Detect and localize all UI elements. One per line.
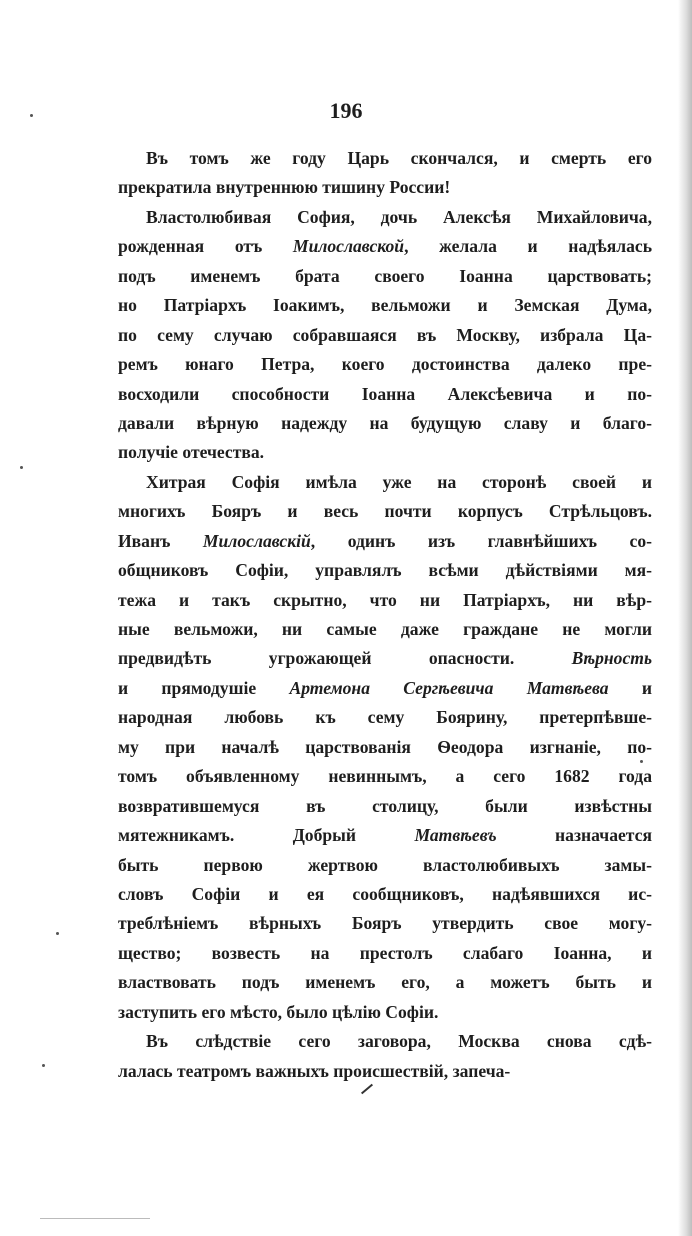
text-line: тежа и такъ скрытно, что ни Патріархъ, ни вѣр-: [118, 589, 652, 610]
text-line: лалась театромъ важныхъ происшествій, запеча-: [118, 1060, 511, 1081]
text-line: подъ именемъ брата своего Іоанна царствовать;: [118, 265, 652, 286]
text-line: но Патріархъ Іоакимъ, вельможи и Земская Дума,: [118, 295, 652, 316]
text-line: щество; возвесть на престолъ слабаго Іоанна, и: [118, 942, 652, 963]
ink-speck: [640, 760, 643, 763]
text-line: властвовать подъ именемъ его, а можетъ быть и: [118, 972, 652, 993]
text-line: Въ томъ же году Царь скончался, и смерть его: [146, 148, 652, 168]
text-line: Иванъ Милославскій, одинъ изъ главнѣйшихъ со-: [118, 530, 652, 551]
text-line: ные вельможи, ни самые даже граждане не могли: [118, 619, 652, 639]
text-line: ремъ юнаго Петра, коего достоинства далеко пре-: [118, 354, 652, 375]
ink-speck: [30, 114, 33, 117]
paragraph: [118, 144, 652, 203]
text-line: Въ слѣдствіе сего заговора, Москва снова сдѣ-: [146, 1031, 652, 1052]
page-bottom-rule: [40, 1218, 150, 1219]
text-line: общниковъ Софіи, управлялъ всѣми дѣйствіями мя-: [118, 560, 652, 581]
text-line: давали вѣрную надежду на будущую славу и благо-: [118, 412, 652, 433]
text-line: и прямодушіе Артемона Сергѣевича Матвѣева и: [118, 677, 652, 698]
text-line: восходили способности Іоанна Алексѣевича и по-: [118, 383, 652, 404]
text-line: многихъ Бояръ и весь почти корпусъ Стрѣльцовъ.: [118, 501, 652, 522]
text-line: Властолюбивая София, дочь Алексѣя Михайловича,: [146, 206, 652, 227]
text-line: прекратила внутреннюю тишину России!: [118, 177, 451, 198]
text-line: предвидѣть угрожающей опасности. Вѣрность: [118, 648, 652, 669]
text-line: треблѣніемъ вѣрныхъ Бояръ утвердить свое могу-: [118, 913, 652, 934]
paragraph: [118, 1027, 652, 1086]
page-number: 196: [329, 98, 363, 123]
ink-speck: [56, 932, 59, 935]
text-line: народная любовь къ сему Боярину, претерпѣвше-: [118, 707, 652, 728]
text-line: словъ Софіи и ея сообщниковъ, надѣявшихся ис-: [118, 883, 652, 904]
text-line: Хитрая Софія имѣла уже на сторонѣ своей и: [146, 471, 652, 492]
text-line: мятежникамъ. Добрый Матвѣевъ назначается: [118, 825, 652, 846]
text-line: заступить его мѣсто, было цѣлію Софіи.: [118, 1001, 439, 1022]
paragraph: [118, 203, 652, 468]
text-block: [118, 144, 652, 1086]
ink-speck: [20, 466, 23, 469]
text-line: му при началѣ царствованія Ѳеодора изгнаніе, по-: [118, 736, 652, 757]
page-edge-shadow: [678, 0, 692, 1236]
ink-speck: [42, 1064, 45, 1067]
text-line: рожденная отъ Милославской, желала и надѣялась: [118, 236, 652, 257]
text-line: возвратившемуся въ столицу, были извѣстны: [118, 795, 652, 816]
text-line: получіе отечества.: [118, 442, 265, 463]
text-line: быть первою жертвою властолюбивыхъ замы-: [118, 854, 652, 875]
text-line: по сему случаю собравшаяся въ Москву, избрала Ца-: [118, 324, 652, 345]
text-line: томъ объявленному невиннымъ, а сего 1682 года: [118, 766, 652, 787]
paragraph: [118, 468, 652, 1027]
